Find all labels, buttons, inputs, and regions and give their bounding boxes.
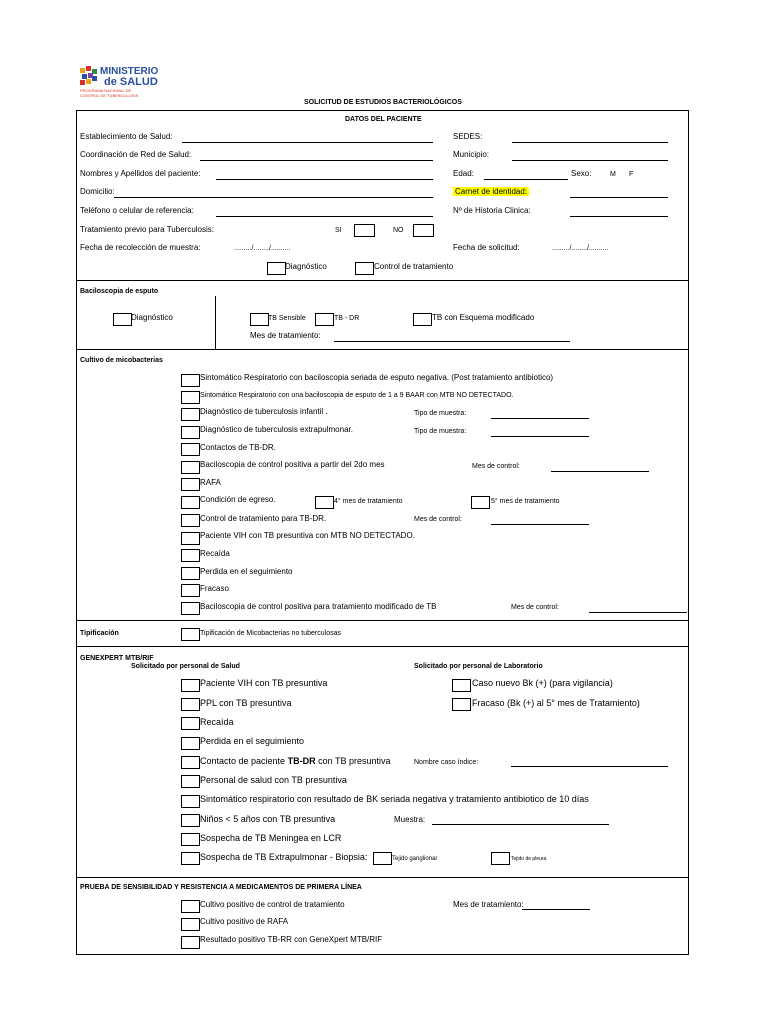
genexpert-checkbox[interactable] (181, 833, 200, 846)
sedes-label: SEDES: (453, 132, 483, 141)
genexpert-checkbox[interactable] (181, 756, 200, 769)
bacilo-diagnostico-checkbox[interactable] (113, 313, 132, 326)
cultivo-header: Cultivo de micobacterias (80, 357, 163, 364)
mes5-label: 5° mes de tratamiento (491, 498, 560, 505)
sedes-field[interactable] (512, 142, 668, 143)
tipo-muestra-field[interactable] (491, 436, 589, 437)
sensibilidad-checkbox[interactable] (181, 900, 200, 913)
bacilo-mes-field[interactable] (334, 341, 570, 342)
genexpert-item: Sospecha de TB Extrapulmonar - Biopsia: (200, 852, 368, 862)
contacto-tail: con TB presuntiva (318, 756, 391, 766)
genexpert-sub-lab: Solicitado por personal de Laboratorio (414, 663, 543, 670)
logo-line1: MINISTERIO (100, 66, 159, 77)
fecha-recoleccion-field[interactable]: ........./......../.......... (234, 245, 291, 252)
tb-dr-label: TB - DR (334, 315, 360, 322)
genexpert-lab-item: Caso nuevo Bk (+) (para vigilancia) (472, 678, 613, 688)
cultivo-item: Condición de egreso. (200, 495, 276, 504)
edad-label: Edad: (453, 169, 474, 178)
bacilo-diagnostico-label: Diagnóstico (131, 313, 173, 322)
form-title: SOLICITUD DE ESTUDIOS BACTERIOLÓGICOS (304, 99, 462, 106)
cultivo-checkbox[interactable] (181, 584, 200, 597)
tipificacion-checkbox[interactable] (181, 628, 200, 641)
cultivo-checkbox[interactable] (181, 374, 200, 387)
patient-header: DATOS DEL PACIENTE (345, 116, 422, 123)
cultivo-item: Diagnóstico de tuberculosis infantil . (200, 407, 328, 416)
fecha-solicitud-label: Fecha de solicitud: (453, 243, 520, 252)
tb-esquema-checkbox[interactable] (413, 313, 432, 326)
control-label: Control de tratamiento (374, 262, 454, 271)
genexpert-item: Perdida en el seguimiento (200, 736, 305, 746)
cultivo-item: Baciloscopia de control positiva para tratamiento modificado de TB (200, 602, 437, 611)
genexpert-contacto (200, 756, 390, 766)
logo-line4: CONTROL DE TUBERCULOSIS (80, 93, 139, 98)
carnet-label (453, 187, 529, 197)
cultivo-item: RAFA (200, 478, 221, 487)
cultivo-item: Baciloscopia de control positiva a partir del 2do mes (200, 460, 385, 469)
logo-line2: de SALUD (104, 76, 158, 88)
cultivo-checkbox[interactable] (181, 443, 200, 456)
nombres-field[interactable] (216, 179, 433, 180)
cultivo-checkbox[interactable] (181, 549, 200, 562)
sensibilidad-checkbox[interactable] (181, 936, 200, 949)
domicilio-field[interactable] (114, 197, 433, 198)
sensibilidad-checkbox[interactable] (181, 918, 200, 931)
sensibilidad-mes-label: Mes de tratamiento: (453, 900, 524, 909)
tratamiento-previo-label: Tratamiento previo para Tuberculosis: (80, 225, 214, 234)
cultivo-item: Sintomático Respiratorio con una baciloscopia de esputo de 1 a 9 BAAR con MTB NO DETECTADO. (200, 392, 514, 399)
sensibilidad-mes-field[interactable] (522, 909, 590, 910)
cultivo-checkbox[interactable] (181, 426, 200, 439)
tejido-gang-label: Tejido ganglionar (392, 856, 438, 862)
cultivo-item: Recaída (200, 549, 230, 558)
si-checkbox[interactable] (354, 224, 375, 237)
divider (76, 877, 688, 878)
divider (76, 620, 688, 621)
divider (76, 349, 688, 350)
tb-sensible-checkbox[interactable] (250, 313, 269, 326)
genexpert-checkbox[interactable] (181, 814, 200, 827)
nombre-caso-field[interactable] (511, 766, 668, 767)
tejido-pleura-label: Tejido de pleura (511, 856, 547, 862)
cultivo-checkbox[interactable] (181, 602, 200, 615)
muestra-field[interactable] (432, 824, 609, 825)
cultivo-checkbox[interactable] (181, 461, 200, 474)
sexo-f-option[interactable]: F (629, 171, 634, 178)
fecha-solicitud-field[interactable]: ........./......../.......... (552, 245, 609, 252)
genexpert-item: Niños < 5 años con TB presuntiva (200, 814, 336, 824)
genexpert-item: Sospecha de TB Meningea en LCR (200, 833, 342, 843)
cultivo-item: Paciente VIH con TB presuntiva con MTB NO DETECTADO. (200, 531, 415, 540)
cultivo-item: Perdida en el seguimiento (200, 567, 293, 576)
baciloscopia-header: Baciloscopia de esputo (80, 288, 159, 295)
municipio-field[interactable] (512, 160, 668, 161)
sensibilidad-header: PRUEBA DE SENSIBILIDAD Y RESISTENCIA A MEDICAMENTOS DE PRIMERA LÍNEA (80, 884, 362, 891)
nombres-label: Nombres y Apellidos del paciente: (80, 169, 201, 178)
genexpert-lab-item: Fracaso (Bk (+) al 5° mes de Tratamiento) (472, 698, 640, 708)
genexpert-lab-checkbox[interactable] (452, 679, 471, 692)
sexo-m-option[interactable]: M (610, 171, 616, 178)
cultivo-checkbox[interactable] (181, 567, 200, 580)
municipio-label: Municipio: (453, 150, 490, 159)
coordinacion-field[interactable] (200, 160, 433, 161)
contacto-bold: TB-DR (287, 756, 316, 766)
tipificacion-header: Tipificación (80, 630, 119, 637)
genexpert-item: Recaída (200, 717, 234, 727)
cultivo-item: Contactos de TB-DR. (200, 443, 276, 452)
coordinacion-label: Coordinación de Red de Salud: (80, 150, 192, 159)
divider (76, 280, 688, 281)
fecha-recoleccion-label: Fecha de recolección de muestra: (80, 243, 201, 252)
cultivo-checkbox[interactable] (181, 514, 200, 527)
historia-label: Nº de Historia Clinica: (453, 206, 531, 215)
telefono-label: Teléfono o celular de referencia: (80, 206, 194, 215)
genexpert-item: PPL con TB presuntiva (200, 698, 292, 708)
tb-dr-checkbox[interactable] (315, 313, 334, 326)
genexpert-checkbox[interactable] (181, 698, 200, 711)
edad-field[interactable] (484, 179, 568, 180)
mes-control-label: Mes de control: (472, 463, 520, 470)
mes-control-field[interactable] (491, 524, 589, 525)
genexpert-lab-checkbox[interactable] (452, 698, 471, 711)
genexpert-item: Paciente VIH con TB presuntiva (200, 678, 328, 688)
carnet-field[interactable] (570, 197, 668, 198)
diagnostico-label: Diagnóstico (285, 262, 327, 271)
carnet-highlight: Carnet de identidad: (455, 187, 528, 196)
tejido-pleura-checkbox[interactable] (491, 852, 510, 865)
tejido-gang-checkbox[interactable] (373, 852, 392, 865)
cultivo-checkbox[interactable] (181, 391, 200, 404)
cultivo-checkbox[interactable] (181, 408, 200, 421)
genexpert-checkbox[interactable] (181, 737, 200, 750)
diagnostico-checkbox[interactable] (267, 262, 286, 275)
mes4-checkbox[interactable] (315, 496, 334, 509)
muestra-label: Muestra: (394, 815, 426, 824)
mes-control-label: Mes de control: (511, 604, 559, 611)
genexpert-item: Sintomático respiratorio con resultado de BK seriada negativa y tratamiento antibiotico de 10 días (200, 794, 589, 804)
divider (215, 296, 216, 349)
sexo-label: Sexo: (571, 169, 592, 178)
contacto-text: Contacto de paciente (200, 756, 286, 766)
tipo-muestra-field[interactable] (491, 418, 589, 419)
tipo-muestra-label: Tipo de muestra: (414, 410, 467, 417)
genexpert-checkbox[interactable] (181, 852, 200, 865)
mes4-label: 4° mes de tratamiento (334, 498, 403, 505)
ministry-logo (78, 64, 159, 98)
divider (76, 646, 688, 647)
cultivo-item: Diagnóstico de tuberculosis extrapulmonar. (200, 425, 353, 434)
nombre-caso-label: Nombre caso índice: (414, 759, 479, 766)
tipo-muestra-label: Tipo de muestra: (414, 428, 467, 435)
genexpert-checkbox[interactable] (181, 679, 200, 692)
genexpert-item: Personal de salud con TB presuntiva (200, 775, 347, 785)
sensibilidad-item: Cultivo positivo de RAFA (200, 917, 289, 926)
mes-control-field[interactable] (589, 612, 687, 613)
genexpert-checkbox[interactable] (181, 775, 200, 788)
no-checkbox[interactable] (413, 224, 434, 237)
tb-esquema-label: TB con Esquema modificado (432, 313, 535, 322)
mes-control-label: Mes de control: (414, 516, 462, 523)
cultivo-checkbox[interactable] (181, 532, 200, 545)
sensibilidad-item: Resultado positivo TB-RR con GeneXpert MTB/RIF (200, 935, 383, 944)
cultivo-item: Fracaso (200, 584, 229, 593)
genexpert-header: GENEXPERT MTB/RIF (80, 655, 154, 662)
historia-field[interactable] (570, 216, 668, 217)
genexpert-sub-salud: Solicitado por personal de Salud (131, 663, 240, 670)
genexpert-checkbox[interactable] (181, 795, 200, 808)
cultivo-item: Control de tratamiento para TB-DR. (200, 514, 327, 523)
tipificacion-item: Tipificación de Micobacterias no tuberculosas (200, 630, 341, 637)
si-label: SI (335, 227, 342, 234)
establecimiento-field[interactable] (182, 142, 433, 143)
genexpert-checkbox[interactable] (181, 717, 200, 730)
cultivo-checkbox[interactable] (181, 496, 200, 509)
bacilo-mes-label: Mes de tratamiento: (250, 331, 321, 340)
control-checkbox[interactable] (355, 262, 374, 275)
establecimiento-label: Establecimiento de Salud: (80, 132, 173, 141)
cultivo-item: Sintomático Respiratorio con baciloscopia seriada de esputo negativa. (Post tratamiento antibiotico) (200, 373, 554, 382)
no-label: NO (393, 227, 404, 234)
mes5-checkbox[interactable] (471, 496, 490, 509)
telefono-field[interactable] (216, 216, 433, 217)
mes-control-field[interactable] (551, 471, 649, 472)
logo-line3: PROGRAMA NACIONAL DE (80, 88, 132, 93)
tb-sensible-label: TB Sensible (268, 315, 306, 322)
domicilio-label: Domicilio: (80, 187, 115, 196)
sensibilidad-item: Cultivo positivo de control de tratamiento (200, 900, 345, 909)
cultivo-checkbox[interactable] (181, 478, 200, 491)
